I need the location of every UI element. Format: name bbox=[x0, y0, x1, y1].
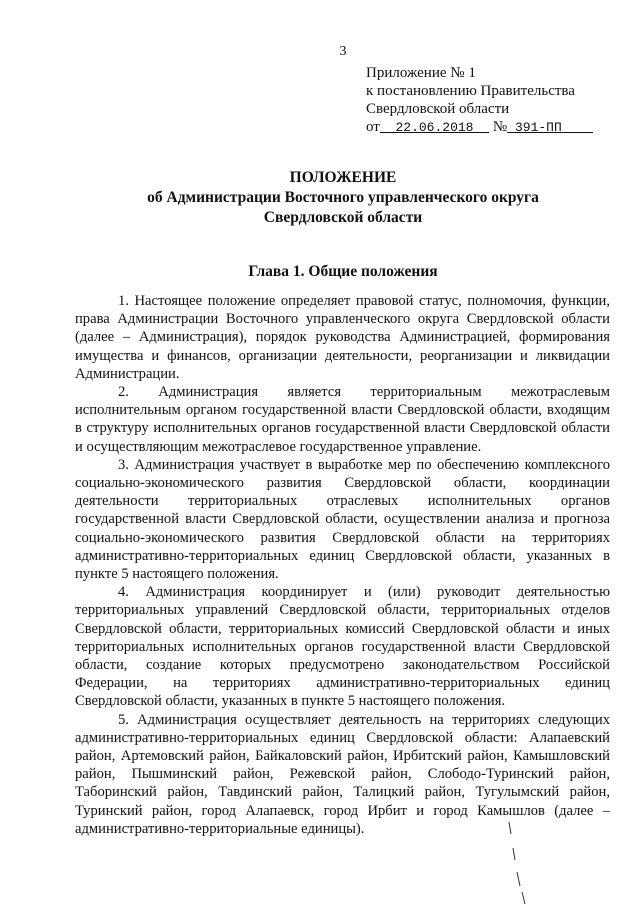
paragraph-4: 4. Администрация координирует и (или) руководит деятельностью территориальных управлений Свердловской области, территориальных отделов Свердловской области, территориальных комиссий Свердловской области и иных территориальных исполнительных органов государственной власти Свердловской области, создание которых предусмотрено законодательством Российской Федерации, на территориях административно-территориальных единиц Свердловской области, указанных в пункте 5 настоящего положения. bbox=[75, 584, 610, 710]
resolution-date: 22.06.2018 bbox=[395, 120, 474, 135]
paragraph-1: 1. Настоящее положение определяет правовой статус, полномочия, функции, права Администрации Восточного управленческого округа Свердловской области (далее – Администрация), порядок руководства Администрацией, формирования имущества и финансов, организации деятельности, реорганизации и ликвидации Администрации. bbox=[75, 293, 610, 382]
title-line-2: об Администрации Восточного управленческого округа bbox=[147, 189, 539, 206]
annex-block bbox=[366, 64, 593, 137]
margin-pen-mark bbox=[495, 820, 535, 905]
resolution-number: 391-ПП bbox=[514, 120, 562, 135]
annex-title: Приложение № 1 bbox=[366, 65, 476, 81]
document-body bbox=[75, 292, 610, 838]
title-line-1: ПОЛОЖЕНИЕ bbox=[289, 169, 397, 186]
paragraph-5: 5. Администрация осуществляет деятельность на территориях следующих административно-территориальных единиц Свердловской области: Алапаевский район, Артемовский район, Байкаловский район, Ирбитский район, Камышловский район, Пышминский район, Режевской район, Слободо-Туринский район, Таборинский район, Тавдинский район, Талицкий район, Тугулымский район, Туринский район, город Алапаевск, город Ирбит и город Камышлов (далее – административно-территориальные единицы). bbox=[75, 711, 610, 837]
page-number: 3 bbox=[339, 44, 347, 59]
annex-date-number bbox=[366, 118, 593, 137]
annex-region: Свердловской области bbox=[366, 101, 510, 117]
chapter-title: Глава 1. Общие положения bbox=[248, 263, 438, 280]
number-prefix: № bbox=[492, 119, 508, 135]
date-prefix: от bbox=[366, 119, 380, 135]
paragraph-3: 3. Администрация участвует в выработке мер по обеспечению комплексного социально-экономического развития Свердловской области, координации деятельности территориальных отраслевых исполнительных органов государственной власти Свердловской области, осуществлении анализа и прогноза социально-экономического развития Свердловской области на территориях административно-территориальных единиц Свердловской области, указанных в пункте 5 настоящего положения. bbox=[75, 456, 610, 583]
annex-resolution-ref: к постановлению Правительства bbox=[366, 83, 575, 99]
paragraph-2: 2. Администрация является территориальным межотраслевым исполнительным органом государственной власти Свердловской области, входящим в структуру исполнительных органов государственной власти Свердловской области и осуществляющим межотраслевое государственное управление. bbox=[75, 384, 610, 455]
document-title bbox=[0, 168, 640, 228]
title-line-3: Свердловской области bbox=[263, 209, 423, 226]
